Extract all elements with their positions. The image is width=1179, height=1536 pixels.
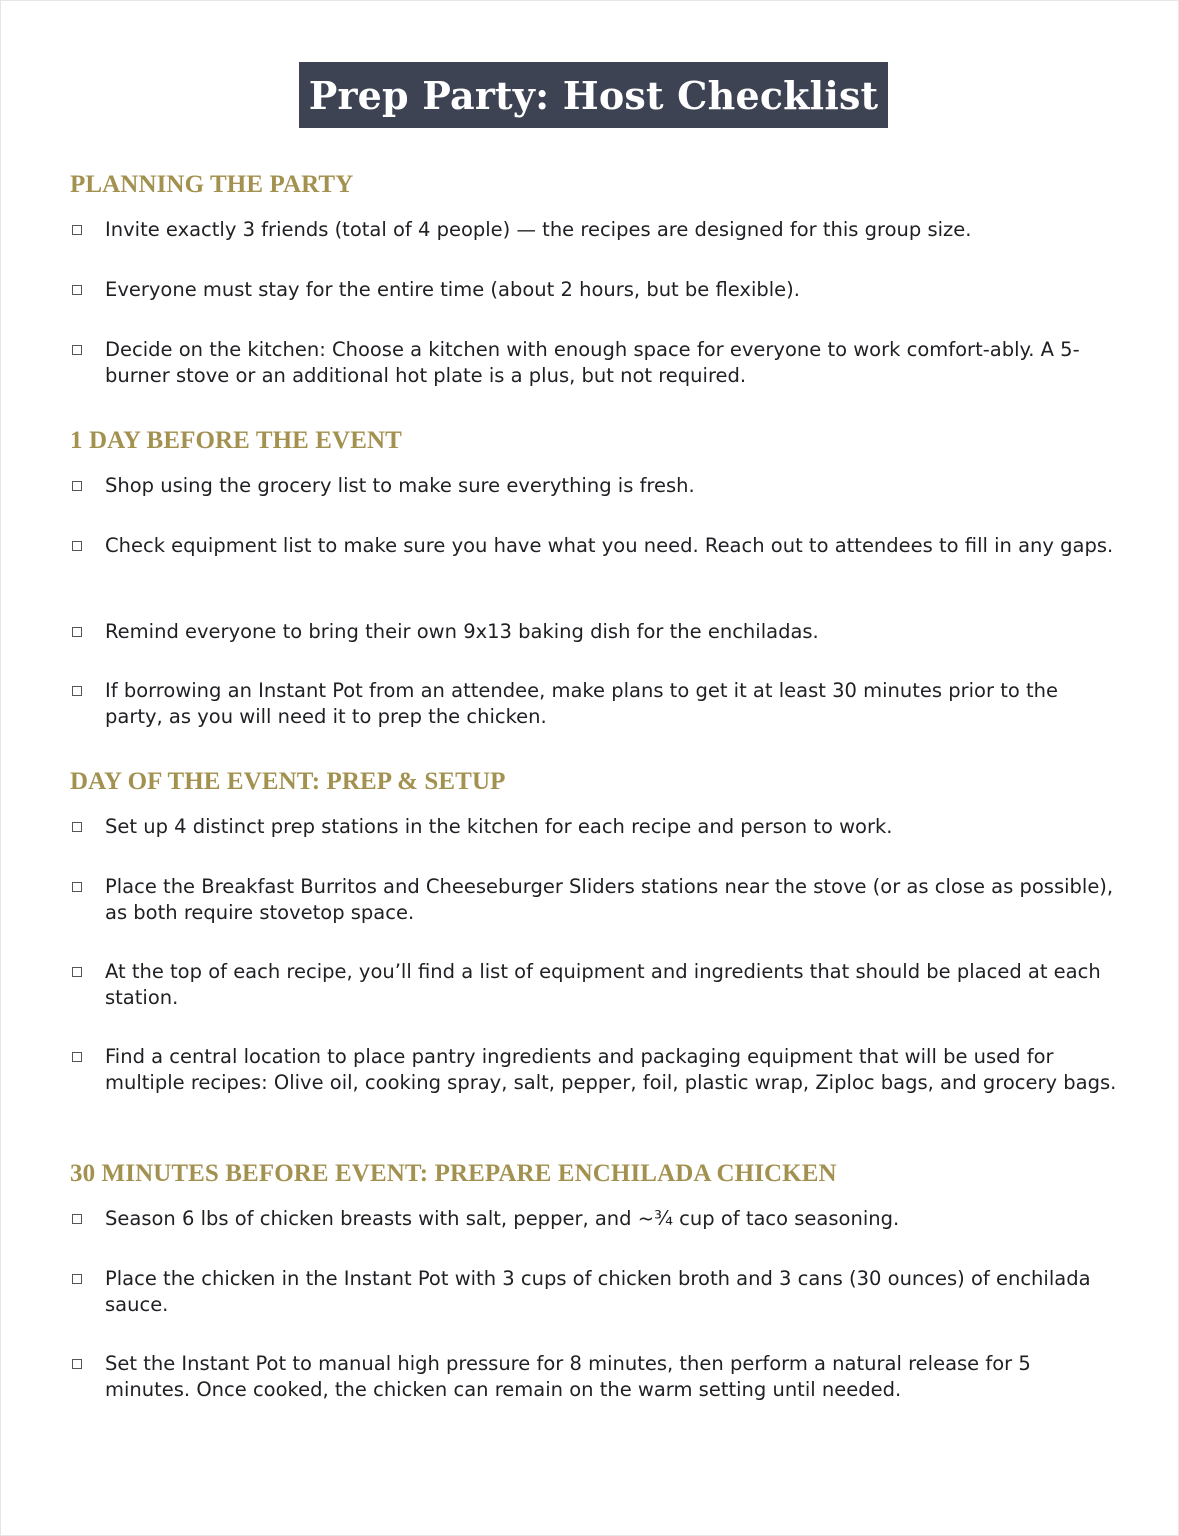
page-title: Prep Party: Host Checklist <box>308 72 879 118</box>
checkbox-icon[interactable] <box>72 882 82 892</box>
checklist-item-text: Decide on the kitchen: Choose a kitchen with enough space for everyone to work comfort-ably. A 5-burner stove or an additional hot plate is a plus, but not required. <box>105 338 1080 387</box>
checklist-item-text: Invite exactly 3 friends (total of 4 people) — the recipes are designed for this group size. <box>105 218 972 241</box>
checklist-item-text: Shop using the grocery list to make sure everything is fresh. <box>105 474 695 497</box>
checkbox-icon[interactable] <box>72 686 82 696</box>
section-heading-day-of: DAY OF THE EVENT: PREP & SETUP <box>70 768 506 795</box>
checklist-item-text: Set up 4 distinct prep stations in the kitchen for each recipe and person to work. <box>105 815 893 838</box>
checkbox-icon[interactable] <box>72 627 82 637</box>
checklist-item-text: Place the Breakfast Burritos and Cheeseburger Sliders stations near the stove (or as close as possible), as both require stovetop space. <box>105 875 1114 924</box>
checklist-item-text: Place the chicken in the Instant Pot with 3 cups of chicken broth and 3 cans (30 ounces) of enchilada sauce. <box>105 1267 1091 1316</box>
section-heading-day-before: 1 DAY BEFORE THE EVENT <box>70 427 402 454</box>
checkbox-icon[interactable] <box>72 822 82 832</box>
checkbox-icon[interactable] <box>72 225 82 235</box>
checklist-item-text: Everyone must stay for the entire time (about 2 hours, but be flexible). <box>105 278 800 301</box>
checklist-item-text: Check equipment list to make sure you have what you need. Reach out to attendees to fill in any gaps. <box>105 534 1114 557</box>
section-heading-planning: PLANNING THE PARTY <box>70 171 354 198</box>
checkbox-icon[interactable] <box>72 1274 82 1284</box>
checkbox-icon[interactable] <box>72 285 82 295</box>
checkbox-icon[interactable] <box>72 345 82 355</box>
checklist-item-text: Find a central location to place pantry ingredients and packaging equipment that will be used for multiple recipes: Olive oil, cooking spray, salt, pepper, foil, plastic wrap, Ziploc bags, and grocery bags. <box>105 1045 1117 1094</box>
checkbox-icon[interactable] <box>72 1214 82 1224</box>
checkbox-icon[interactable] <box>72 967 82 977</box>
checklist-item-text: At the top of each recipe, you’ll find a list of equipment and ingredients that should be placed at each station. <box>105 960 1101 1009</box>
checklist-item-text: Remind everyone to bring their own 9x13 baking dish for the enchiladas. <box>105 620 819 643</box>
checkbox-icon[interactable] <box>72 481 82 491</box>
checkbox-icon[interactable] <box>72 1052 82 1062</box>
checklist-item-text: Season 6 lbs of chicken breasts with salt, pepper, and ~¾ cup of taco seasoning. <box>105 1207 900 1230</box>
checklist-item-text: If borrowing an Instant Pot from an attendee, make plans to get it at least 30 minutes prior to the party, as you will need it to prep the chicken. <box>105 679 1058 728</box>
section-heading-30-minutes: 30 MINUTES BEFORE EVENT: PREPARE ENCHILADA CHICKEN <box>70 1160 837 1187</box>
checkbox-icon[interactable] <box>72 1359 82 1369</box>
checkbox-icon[interactable] <box>72 541 82 551</box>
title-banner <box>299 62 888 128</box>
checklist-item-text: Set the Instant Pot to manual high pressure for 8 minutes, then perform a natural release for 5 minutes. Once cooked, the chicken can remain on the warm setting until needed. <box>105 1352 1031 1401</box>
